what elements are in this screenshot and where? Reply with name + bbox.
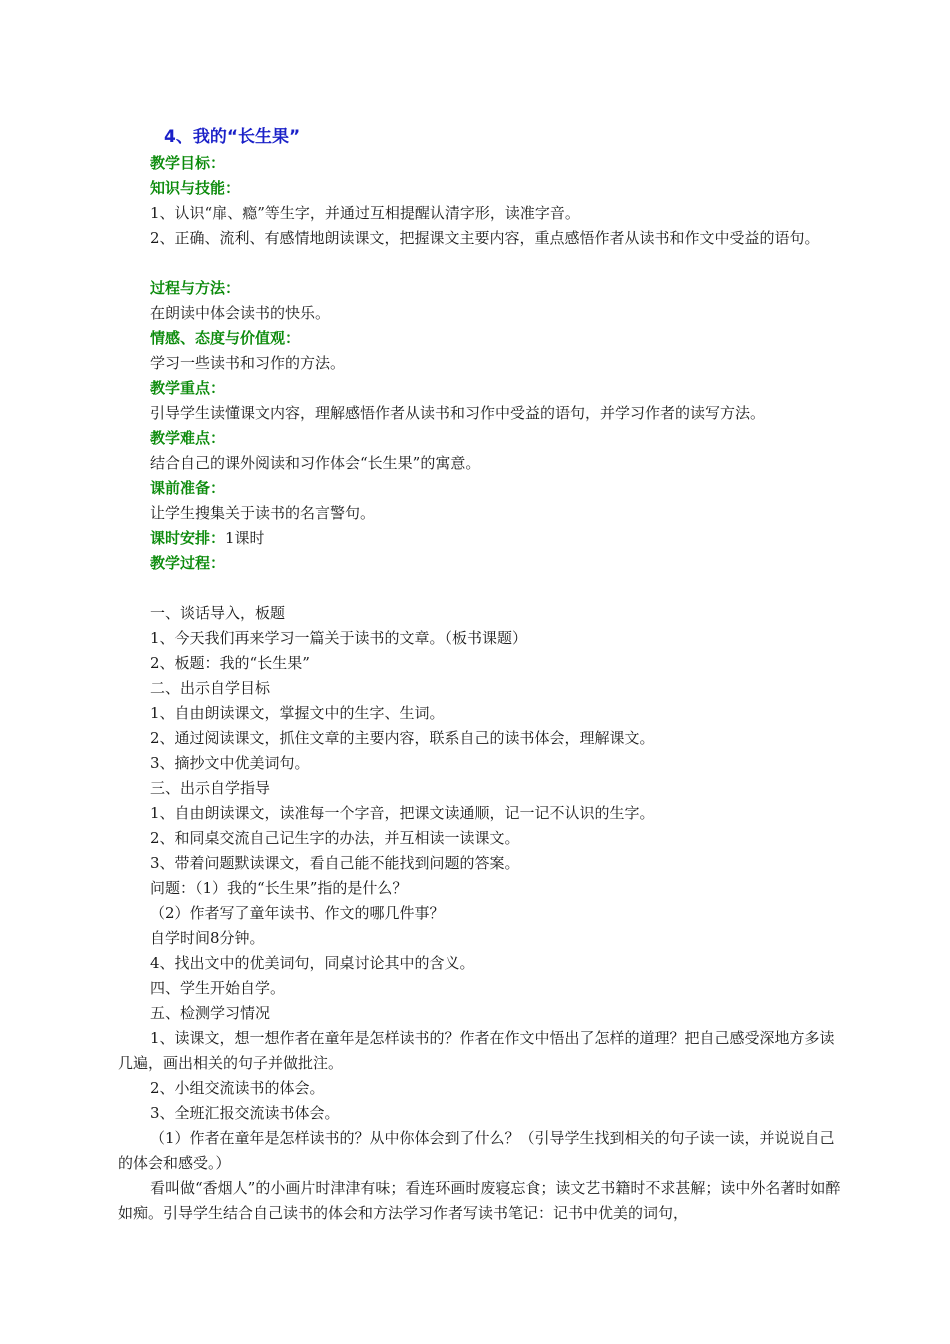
knowledge-item-1: 1、认识“扉、瘾”等生字，并通过互相提醒认清字形，读准字音。	[150, 204, 580, 222]
section-2-item-2: 2、通过阅读课文，抓住文章的主要内容，联系自己的读书体会，理解课文。	[150, 729, 655, 747]
schedule-line	[150, 526, 265, 551]
key-text: 引导学生读懂课文内容，理解感悟作者从读书和习作中受益的语句，并学习作者的读写方法。	[150, 404, 766, 422]
section-1-item-1: 1、今天我们再来学习一篇关于读书的文章。（板书课题）	[150, 629, 528, 647]
document-title: 4、我的“长生果”	[164, 127, 301, 147]
prep-text: 让学生搜集关于读书的名言警句。	[150, 504, 376, 522]
prep-heading: 课前准备：	[150, 479, 226, 497]
section-3-item-4: 4、找出文中的优美词句，同桌讨论其中的含义。	[150, 954, 475, 972]
teaching-goals-heading: 教学目标：	[150, 154, 226, 172]
section-5-heading: 五、检测学习情况	[150, 1004, 271, 1022]
knowledge-heading: 知识与技能：	[150, 179, 241, 197]
section-5-subitem-1: （1）作者在童年是怎样读书的？从中你体会到了什么？（引导学生找到相关的句子读一读，并说说自己的体会和感受。）	[118, 1129, 835, 1172]
knowledge-item-2: 2、正确、流利、有感情地朗读课文，把握课文主要内容，重点感悟作者从读书和作文中受益的语句。	[150, 229, 820, 247]
section-5-paragraph: 看叫做“香烟人”的小画片时津津有味；看连环画时废寝忘食；读文艺书籍时不求甚解；读中外名著时如醉如痴。引导学生结合自己读书的体会和方法学习作者写读书笔记：记书中优美的词句，	[118, 1179, 841, 1222]
section-5-item-3: 3、全班汇报交流读书体会。	[150, 1104, 340, 1122]
section-1-item-2: 2、板题：我的“长生果”	[150, 654, 310, 672]
emotion-heading: 情感、态度与价值观：	[150, 329, 301, 347]
section-5-item-2: 2、小组交流读书的体会。	[150, 1079, 325, 1097]
section-3-item-1: 1、自由朗读课文，读准每一个字音，把课文读通顺，记一记不认识的生字。	[150, 804, 655, 822]
process-text: 在朗读中体会读书的快乐。	[150, 304, 331, 322]
section-5-item-1: 1、读课文，想一想作者在童年是怎样读书的？作者在作文中悟出了怎样的道理？把自己感受深地方多读几遍，画出相关的句子并做批注。	[118, 1029, 835, 1072]
difficulty-heading: 教学难点：	[150, 429, 226, 447]
process-heading: 过程与方法：	[150, 279, 241, 297]
section-3-item-2: 2、和同桌交流自己记生字的办法，并互相读一读课文。	[150, 829, 520, 847]
section-2-item-1: 1、自由朗读课文，掌握文中的生字、生词。	[150, 704, 445, 722]
difficulty-text: 结合自己的课外阅读和习作体会“长生果”的寓意。	[150, 454, 481, 472]
section-1-heading: 一、谈话导入，板题	[150, 604, 286, 622]
self-study-time: 自学时间8分钟。	[150, 929, 265, 947]
section-2-item-3: 3、摘抄文中优美词句。	[150, 754, 310, 772]
section-3-item-3: 3、带着问题默读课文，看自己能不能找到问题的答案。	[150, 854, 520, 872]
question-2: （2）作者写了童年读书、作文的哪几件事？	[150, 904, 445, 922]
schedule-text: 1课时	[225, 529, 265, 547]
emotion-text: 学习一些读书和习作的方法。	[150, 354, 346, 372]
key-heading: 教学重点：	[150, 379, 226, 397]
schedule-heading: 课时安排：	[150, 529, 226, 547]
section-4-heading: 四、学生开始自学。	[150, 979, 286, 997]
question-1: 问题：（1）我的“长生果”指的是什么？	[150, 879, 408, 897]
section-2-heading: 二、出示自学目标	[150, 679, 271, 697]
process-main-heading: 教学过程：	[150, 554, 226, 572]
section-3-heading: 三、出示自学指导	[150, 779, 271, 797]
